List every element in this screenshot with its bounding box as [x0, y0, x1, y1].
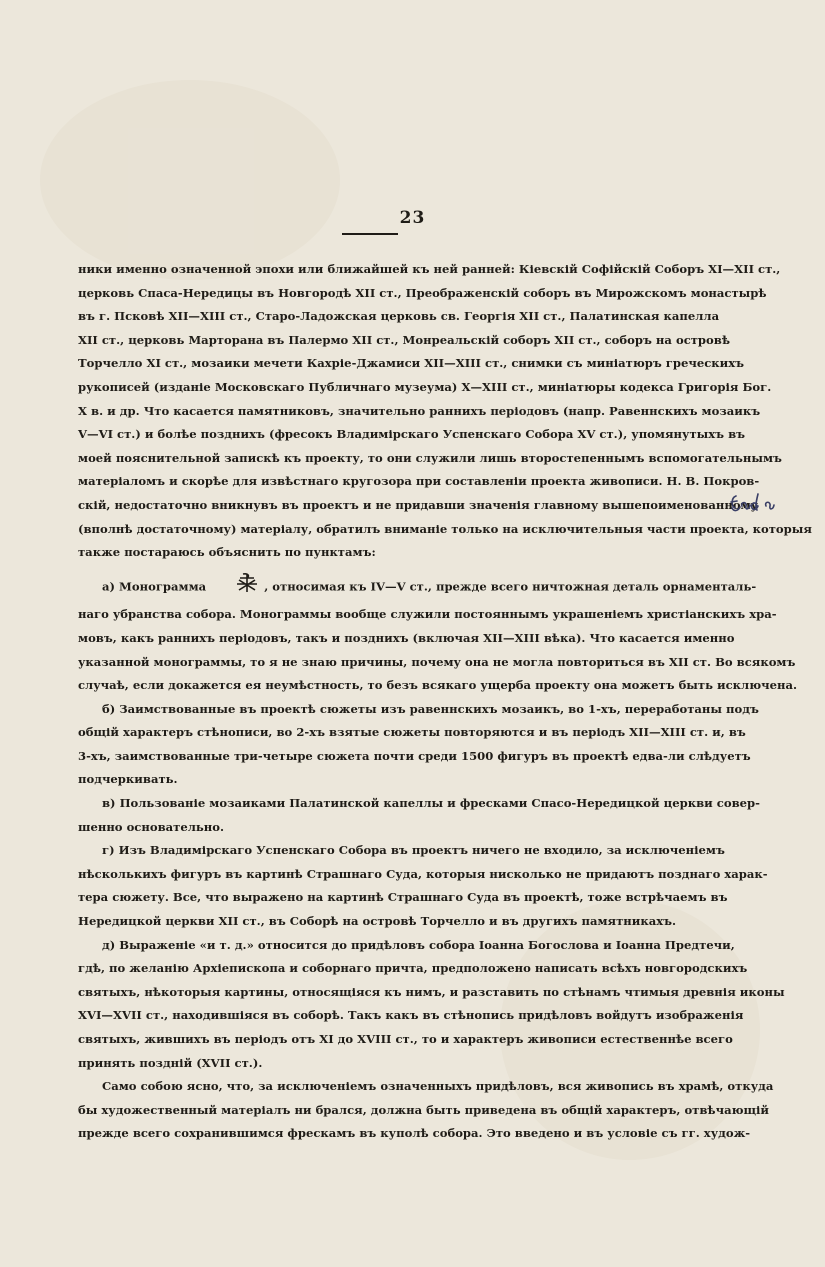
text-line: указанной монограммы, то я не знаю причины, почему она не могла повториться въ XII ст. Во всякомъ [78, 654, 796, 669]
text-line: бы художественный матеріалъ ни брался, должна быть приведена въ общій характеръ, отвѣчающій [78, 1102, 770, 1117]
page-number-underline [342, 233, 398, 235]
text-line: церковь Спаса-Нередицы въ Новгородѣ XII ст., Преображенскій соборъ въ Мирожскомъ монастырѣ [78, 285, 767, 300]
text-line: также постараюсь объяснить по пунктамъ: [78, 545, 376, 560]
text-line: наго убранства собора. Монограммы вообще служили постояннымъ украшеніемъ христіанскихъ хра- [78, 607, 777, 622]
text-line: XII ст., церковь Марторана въ Палермо XII ст., Монреальскій соборъ XII ст., соборъ на островѣ [78, 332, 730, 347]
text-line: ники именно означенной эпохи или ближайшей къ ней ранней: Кіевскій Софійскій Соборъ XI—XII ст., [78, 262, 781, 276]
paper-stain [40, 80, 340, 280]
text-line: 3-хъ, заимствованные три-четыре сюжета почти среди 1500 фигуръ въ проектѣ едва-ли слѣдуетъ [78, 748, 751, 763]
text-line: матеріаломъ и скорѣе для извѣстнаго кругозора при составленіи проекта живописи. Н. В. Покров- [78, 474, 760, 489]
text-line: тера сюжету. Все, что выражено на картинѣ Страшнаго Суда въ проектѣ, тоже встрѣчаемъ въ [78, 890, 728, 905]
monogram-line-start: а) Монограмма [102, 579, 207, 594]
text-line: святыхъ, жившихъ въ періодъ отъ XI до XVIII ст., то и характеръ живописи естественнѣе всего [78, 1032, 733, 1046]
text-line: (вполнѣ достаточному) матеріалу, обратилъ вниманіе только на исключительныя части проекта, которыя [78, 521, 812, 536]
text-line: прежде всего сохранившимся фрескамъ въ куполѣ собора. Это введено и въ условіе съ гг. худож- [78, 1126, 751, 1141]
text-line: Торчелло XI ст., мозаики мечети Кахріе-Джамиси XII—XIII ст., снимки съ миніатюръ греческихъ [78, 356, 745, 371]
text-line: гдѣ, по желанію Архіепископа и соборнаго причта, предположено написать всѣхъ новгородскихъ [78, 961, 748, 976]
text-line: случаѣ, если докажется ея неумѣстность, то безъ всякаго ущерба проекту она можетъ быть исключена. [78, 678, 798, 693]
monogram-line-end: , относимая къ IV—V ст., прежде всего ничтожная деталь орнаменталь- [264, 579, 757, 594]
text-line: Нередицкой церкви XII ст., въ Соборѣ на островѣ Торчелло и въ другихъ памятникахъ. [78, 914, 677, 929]
text-line: Само собою ясно, что, за исключеніемъ означенныхъ придѣловъ, вся живопись въ храмѣ, откуда [102, 1079, 774, 1094]
text-line: святыхъ, нѣкоторыя картины, относящіяся къ нимъ, и разставить по стѣнамъ чтимыя древнія иконы [78, 984, 785, 999]
text-line: д) Выраженіе «и т. д.» относится до придѣловъ собора Іоанна Богослова и Іоанна Предтечи, [102, 937, 735, 952]
text-line: нѣсколькихъ фигуръ въ картинѣ Страшнаго Суда, которыя нисколько не придаютъ позднаго харак- [78, 866, 768, 881]
text-line: мовъ, какъ раннихъ періодовъ, такъ и позднихъ (включая XII—XIII вѣка). Что касается именно [78, 630, 735, 645]
body-text [78, 258, 812, 1146]
text-line: шенно основательно. [78, 819, 225, 834]
text-line: X в. и др. Что касается памятниковъ, значительно раннихъ періодовъ (напр. Равеннскихъ мозаикъ [78, 403, 761, 418]
page-number: 23 [399, 208, 426, 228]
text-line: скій, недостаточно вникнувъ въ проектъ и не придавши значенія главному вышепоименованному [78, 497, 759, 512]
text-line: в) Пользованіе мозаиками Палатинской капеллы и фресками Спасо-Нередицкой церкви совер- [102, 796, 760, 811]
monogram-line [78, 573, 757, 602]
text-line: подчеркивать. [78, 772, 178, 787]
handwritten-margin-note [728, 486, 788, 522]
text-line: б) Заимствованные въ проектѣ сюжеты изъ равеннскихъ мозаикъ, во 1-хъ, переработаны подъ [102, 701, 759, 716]
text-line: принять поздній (XVII ст.). [78, 1055, 263, 1070]
monogram-icon [210, 573, 260, 602]
text-line: рукописей (изданіе Московскаго Публичнаго музеума) X—XIII ст., миніатюры кодекса Григорія Бог. [78, 379, 772, 394]
text-line: г) Изъ Владимірскаго Успенскаго Собора въ проектъ ничего не входило, за исключеніемъ [102, 843, 725, 858]
text-line: общій характеръ стѣнописи, во 2-хъ взятые сюжеты повторяются и въ періодъ XII—XIII ст. и, въ [78, 725, 746, 740]
text-line: XVI—XVII ст., находившіяся въ соборѣ. Такъ какъ въ стѣнопись придѣловъ войдутъ изображенія [78, 1008, 744, 1023]
text-line: въ г. Псковѣ XII—XIII ст., Старо-Ладожская церковь св. Георгія XII ст., Палатинская капелла [78, 309, 720, 324]
text-line: V—VI ст.) и болѣе позднихъ (фресокъ Владимірскаго Успенскаго Собора XV ст.), упомянутыхъ въ [78, 427, 746, 442]
text-line: моей пояснительной запискѣ къ проекту, то они служили лишь второстепеннымъ вспомогательнымъ [78, 450, 782, 465]
